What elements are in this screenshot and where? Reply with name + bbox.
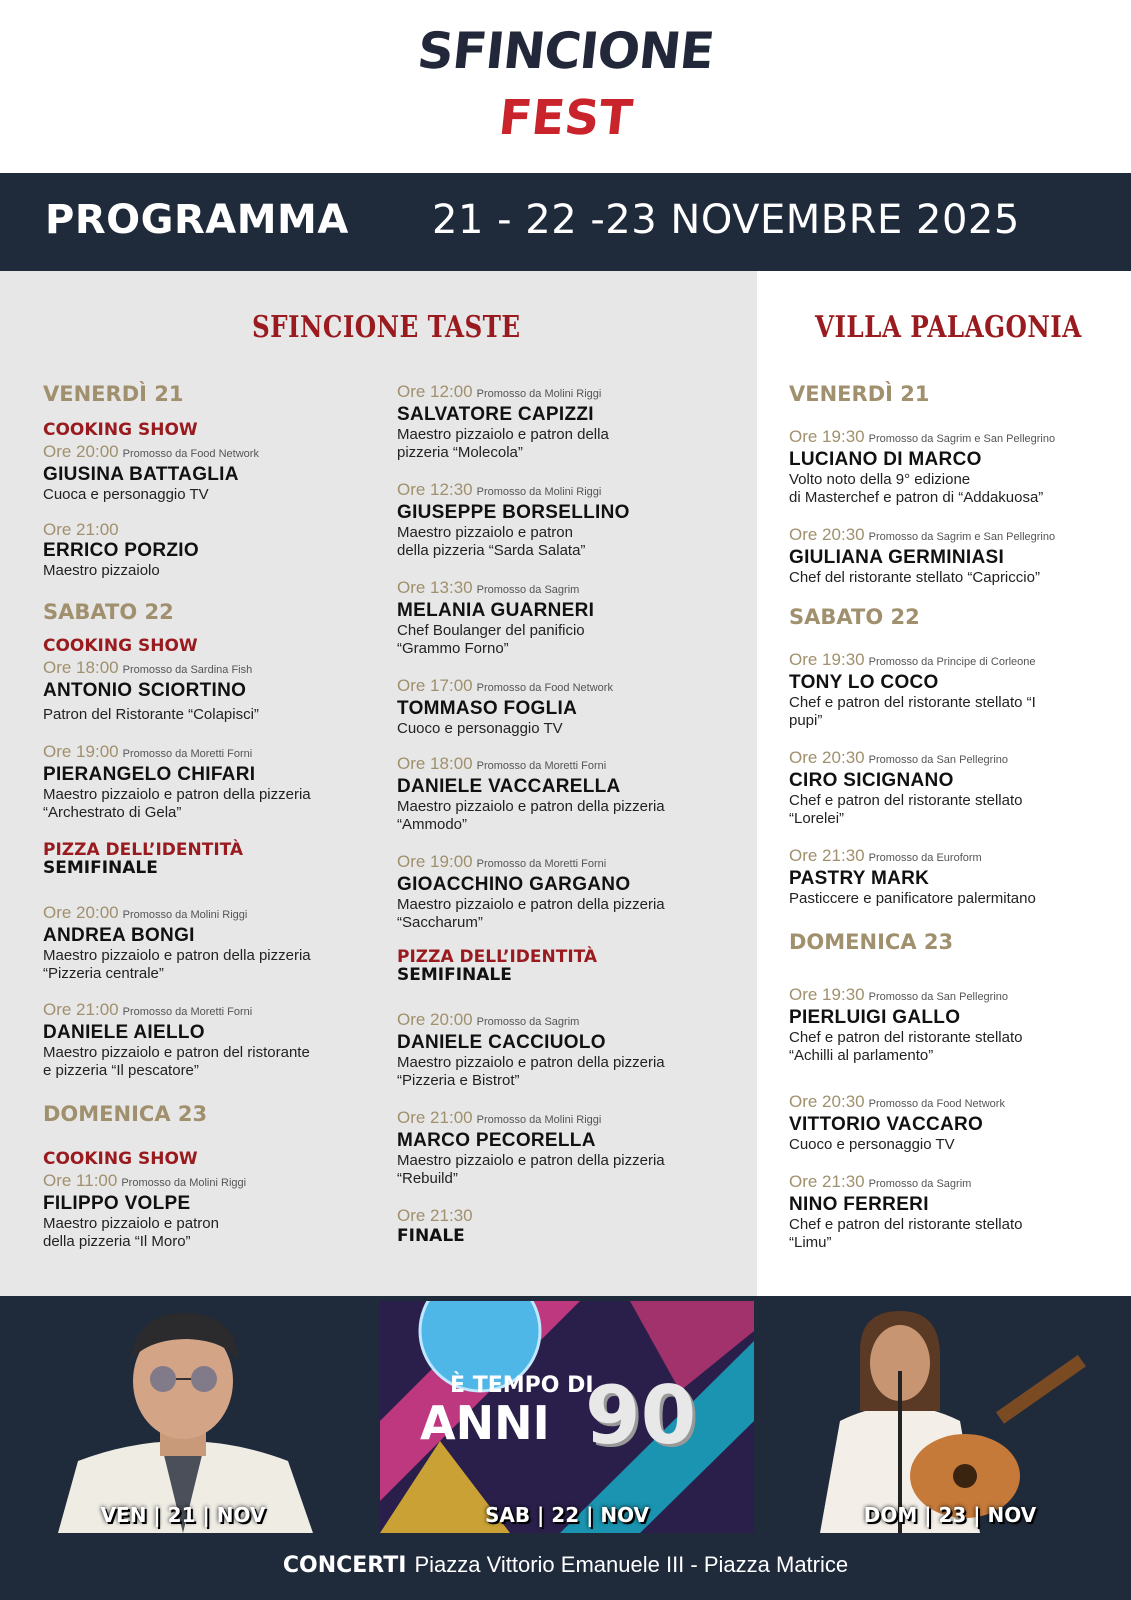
entry-name: FILIPPO VOLPE <box>43 1193 191 1214</box>
entry-desc: di Masterchef e patron di “Addakuosa” <box>789 489 1044 506</box>
program-entry <box>397 676 613 738</box>
entry-desc: Cuoco e personaggio TV <box>789 1136 955 1153</box>
entry-time: Ore 13:30 <box>397 578 473 597</box>
program-entry <box>397 754 665 834</box>
day-heading-sat: SABATO 22 <box>789 605 920 629</box>
entry-time: Ore 19:30 <box>789 427 865 446</box>
entry-desc: “Pizzeria centrale” <box>43 965 164 982</box>
program-entry <box>397 852 665 932</box>
entry-name: GIUSINA BATTAGLIA <box>43 464 239 485</box>
entry-name: PASTRY MARK <box>789 868 930 889</box>
entry-sponsor: Promosso da Moretti Forni <box>476 858 607 870</box>
entry-name: TOMMASO FOGLIA <box>397 698 578 719</box>
entry-time: Ore 20:30 <box>789 1092 865 1111</box>
entry-desc: pupi” <box>789 712 823 729</box>
program-entry <box>789 748 1022 828</box>
section-title-villa-palagonia: VILLA PALAGONIA <box>815 310 1082 345</box>
entry-sponsor: Promosso da San Pellegrino <box>868 991 1009 1003</box>
entry-time: Ore 19:30 <box>789 650 865 669</box>
entry-name: VITTORIO VACCARO <box>789 1114 984 1135</box>
program-entry <box>43 658 259 724</box>
entry-time: Ore 21:30 <box>789 1172 865 1191</box>
event-dates: 21 - 22 -23 NOVEMBRE 2025 <box>432 197 1020 243</box>
entry-desc: Maestro pizzaiolo e patron della pizzeria <box>43 786 311 803</box>
day-heading-fri: VENERDÌ 21 <box>43 382 184 406</box>
entry-time: Ore 12:30 <box>397 480 473 499</box>
entry-sponsor: Promosso da Moretti Forni <box>122 1006 253 1018</box>
program-entry <box>789 1092 1005 1154</box>
day-heading-sun: DOMENICA 23 <box>789 930 954 954</box>
entry-sponsor: Promosso da Molini Riggi <box>122 909 248 921</box>
entry-desc: Chef Boulanger del panificio <box>397 622 585 639</box>
entry-desc: “Saccharum” <box>397 914 483 931</box>
entry-time: Ore 18:00 <box>397 754 473 773</box>
concert-badge-sun: DOM | 23 | NOV <box>863 1503 1037 1527</box>
entry-desc: della pizzeria “Sarda Salata” <box>397 542 586 559</box>
entry-name: ERRICO PORZIO <box>43 540 199 561</box>
entry-time: Ore 19:00 <box>43 742 119 761</box>
entry-desc: “Achilli al parlamento” <box>789 1047 934 1064</box>
entry-desc: Maestro pizzaiolo <box>43 562 160 579</box>
entry-desc: Chef e patron del ristorante stellato <box>789 792 1023 809</box>
entry-sponsor: Promosso da Molini Riggi <box>476 486 602 498</box>
entry-desc: Chef e patron del ristorante stellato <box>789 1029 1023 1046</box>
program-entry <box>789 1172 1022 1252</box>
concert-photo-sun <box>790 1301 1110 1533</box>
entry-name: TONY LO COCO <box>789 672 939 693</box>
day-heading-sat: SABATO 22 <box>43 600 174 624</box>
day-heading-fri: VENERDÌ 21 <box>789 382 930 406</box>
section-title-sfincione-taste: SFINCIONE TASTE <box>252 310 521 345</box>
entry-name: LUCIANO DI MARCO <box>789 449 982 470</box>
day-heading-sun: DOMENICA 23 <box>43 1102 208 1126</box>
category-pizza-identita: PIZZA DELL’IDENTITÀ <box>397 947 598 967</box>
entry-desc: Maestro pizzaiolo e patron della pizzeria <box>397 1054 665 1071</box>
concert-badge-sat: SAB | 22 | NOV <box>484 1503 650 1527</box>
entry-sponsor: Promosso da Molini Riggi <box>476 388 602 400</box>
entry-name: CIRO SICIGNANO <box>789 770 954 791</box>
entry-sponsor: Promosso da Molini Riggi <box>121 1177 247 1189</box>
entry-sponsor: Promosso da Sagrim <box>868 1178 972 1190</box>
entry-sponsor: Promosso da Sagrim <box>476 1016 580 1028</box>
entry-name: MARCO PECORELLA <box>397 1130 596 1151</box>
concert-poster-sat <box>380 1301 754 1533</box>
entry-sponsor: Promosso da San Pellegrino <box>868 754 1009 766</box>
entry-time: Ore 17:00 <box>397 676 473 695</box>
program-entry <box>397 578 594 658</box>
program-entry <box>43 742 311 822</box>
entry-desc: Chef e patron del ristorante stellato “I <box>789 694 1036 711</box>
entry-desc: Maestro pizzaiolo e patron della pizzeria <box>43 947 311 964</box>
program-entry <box>397 1108 665 1188</box>
entry-desc: Pasticcere e panificatore palermitano <box>789 890 1036 907</box>
program-entry-finale <box>397 1206 473 1246</box>
entry-desc: “Grammo Forno” <box>397 640 509 657</box>
concerts-label: CONCERTI <box>282 1553 407 1578</box>
entry-time: Ore 20:30 <box>789 525 865 544</box>
program-entry <box>789 427 1055 507</box>
entry-name: DANIELE AIELLO <box>43 1022 205 1043</box>
entry-time: Ore 21:30 <box>397 1206 473 1225</box>
entry-sponsor: Promosso da Sagrim e San Pellegrino <box>868 433 1056 445</box>
program-entry <box>43 1171 246 1251</box>
entry-name: DANIELE CACCIUOLO <box>397 1032 606 1053</box>
entry-desc: Maestro pizzaiolo e patron della pizzeria <box>397 896 665 913</box>
poster-title-3: 90 <box>585 1369 697 1462</box>
entry-desc: “Pizzeria e Bistrot” <box>397 1072 520 1089</box>
entry-desc: Volto noto della 9° edizione <box>789 471 971 488</box>
entry-desc: Chef e patron del ristorante stellato <box>789 1216 1023 1233</box>
logo-line-1: SFINCIONE <box>414 22 717 80</box>
entry-name: DANIELE VACCARELLA <box>397 776 621 797</box>
category-cooking-show: COOKING SHOW <box>43 636 198 656</box>
entry-sponsor: Promosso da Food Network <box>476 682 613 694</box>
page-title: PROGRAMMA <box>45 197 349 243</box>
entry-desc: Chef del ristorante stellato “Capriccio” <box>789 569 1040 586</box>
entry-time: Ore 12:00 <box>397 382 473 401</box>
concert-badge-fri: VEN | 21 | NOV <box>100 1503 266 1527</box>
entry-time: Ore 19:00 <box>397 852 473 871</box>
entry-name: PIERANGELO CHIFARI <box>43 764 256 785</box>
category-semifinale: SEMIFINALE <box>397 965 512 985</box>
poster-title-1: È TEMPO DI <box>450 1373 594 1398</box>
entry-name: PIERLUIGI GALLO <box>789 1007 961 1028</box>
category-pizza-identita: PIZZA DELL’IDENTITÀ <box>43 840 244 860</box>
entry-sponsor: Promosso da Sardina Fish <box>122 664 253 676</box>
program-entry <box>397 382 609 462</box>
entry-desc: Cuoca e personaggio TV <box>43 486 209 503</box>
entry-desc: Maestro pizzaiolo e patron <box>397 524 573 541</box>
festival-logo <box>0 0 1131 173</box>
entry-desc: Maestro pizzaiolo e patron della <box>397 426 609 443</box>
entry-desc: Patron del Ristorante “Colapisci” <box>43 706 259 723</box>
entry-desc: Cuoco e personaggio TV <box>397 720 563 737</box>
program-entry <box>789 525 1055 587</box>
program-entry <box>789 985 1022 1065</box>
category-cooking-show: COOKING SHOW <box>43 1149 198 1169</box>
program-entry <box>397 1010 665 1090</box>
entry-desc: Maestro pizzaiolo e patron della pizzeria <box>397 798 665 815</box>
entry-time: Ore 20:00 <box>397 1010 473 1029</box>
entry-desc: Maestro pizzaiolo e patron del ristorante <box>43 1044 310 1061</box>
entry-desc: della pizzeria “Il Moro” <box>43 1233 191 1250</box>
category-semifinale: SEMIFINALE <box>43 858 158 878</box>
entry-sponsor: Promosso da Moretti Forni <box>476 760 607 772</box>
concerts-footer <box>0 1552 1131 1578</box>
entry-desc: Maestro pizzaiolo e patron della pizzeria <box>397 1152 665 1169</box>
program-entry <box>397 480 630 560</box>
entry-name: GIULIANA GERMINIASI <box>789 547 1005 568</box>
entry-time: Ore 20:00 <box>43 903 119 922</box>
entry-sponsor: Promosso da Food Network <box>122 448 259 460</box>
entry-desc: “Lorelei” <box>789 810 845 827</box>
program-entry <box>789 846 1036 908</box>
concert-photo-fri <box>38 1301 328 1533</box>
entry-sponsor: Promosso da Food Network <box>868 1098 1005 1110</box>
entry-time: Ore 19:30 <box>789 985 865 1004</box>
entry-time: Ore 11:00 <box>43 1171 118 1190</box>
category-cooking-show: COOKING SHOW <box>43 420 198 440</box>
entry-name: ANTONIO SCIORTINO <box>43 680 247 701</box>
entry-desc: “Limu” <box>789 1234 832 1251</box>
poster-title-2: ANNI <box>420 1396 550 1450</box>
guitarist-illustration <box>790 1301 1110 1533</box>
entry-time: Ore 18:00 <box>43 658 119 677</box>
entry-time: Ore 21:00 <box>43 1000 119 1019</box>
entry-desc: pizzeria “Molecola” <box>397 444 523 461</box>
entry-sponsor: Promosso da Principe di Corleone <box>868 656 1036 668</box>
entry-time: Ore 21:30 <box>789 846 865 865</box>
entry-desc: “Archestrato di Gela” <box>43 804 182 821</box>
concerts-location: Piazza Vittorio Emanuele III - Piazza Matrice <box>414 1552 849 1577</box>
entry-name: GIOACCHINO GARGANO <box>397 874 631 895</box>
entry-sponsor: Promosso da Sagrim <box>476 584 580 596</box>
entry-name: SALVATORE CAPIZZI <box>397 404 594 425</box>
program-entry <box>789 650 1036 730</box>
entry-time: Ore 21:00 <box>397 1108 473 1127</box>
entry-name: MELANIA GUARNERI <box>397 600 595 621</box>
singer-portrait-illustration <box>38 1301 328 1533</box>
program-entry <box>43 442 259 504</box>
header-band <box>0 173 1131 271</box>
entry-sponsor: Promosso da Sagrim e San Pellegrino <box>868 531 1056 543</box>
entry-time: Ore 20:30 <box>789 748 865 767</box>
entry-name: NINO FERRERI <box>789 1194 929 1215</box>
entry-time: Ore 20:00 <box>43 442 119 461</box>
program-entry <box>43 1000 310 1080</box>
entry-desc: e pizzeria “Il pescatore” <box>43 1062 199 1079</box>
entry-finale: FINALE <box>397 1226 465 1246</box>
entry-sponsor: Promosso da Moretti Forni <box>122 748 253 760</box>
entry-time: Ore 21:00 <box>43 520 119 539</box>
entry-desc: “Rebuild” <box>397 1170 458 1187</box>
entry-name: ANDREA BONGI <box>43 925 195 946</box>
program-entry <box>43 520 199 580</box>
entry-name: GIUSEPPE BORSELLINO <box>397 502 630 523</box>
entry-sponsor: Promosso da Molini Riggi <box>476 1114 602 1126</box>
entry-sponsor: Promosso da Euroform <box>868 852 982 864</box>
program-entry <box>43 903 311 983</box>
entry-desc: Maestro pizzaiolo e patron <box>43 1215 219 1232</box>
logo-line-2: FEST <box>496 90 635 146</box>
entry-desc: “Ammodo” <box>397 816 468 833</box>
